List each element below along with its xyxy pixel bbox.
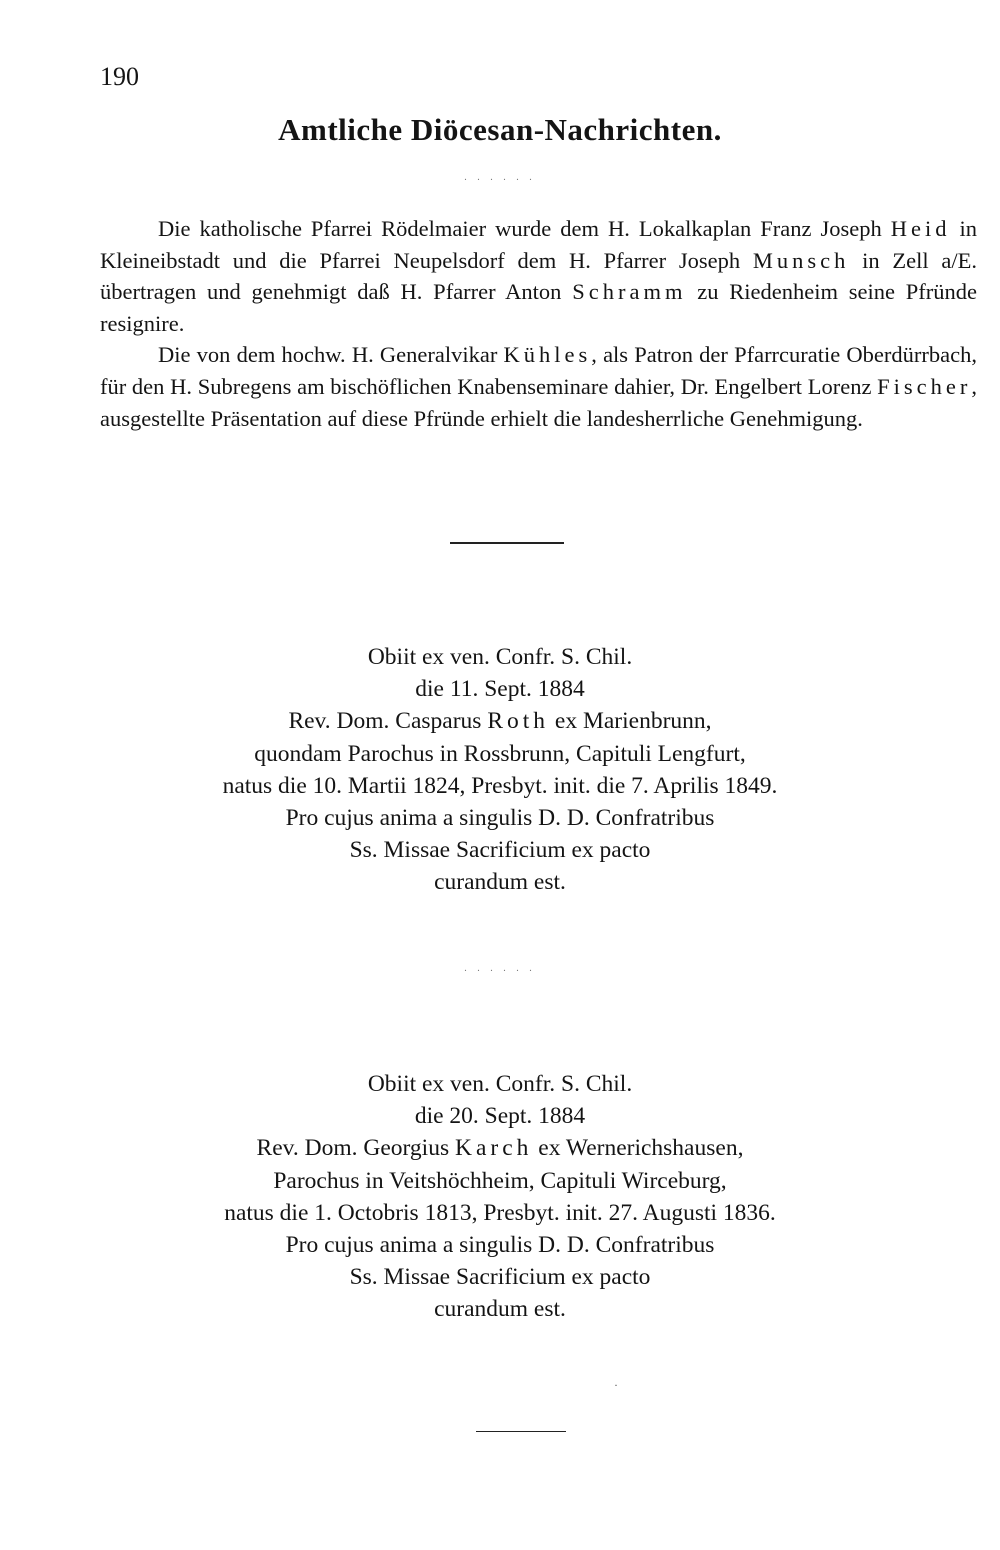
section-divider (450, 542, 564, 544)
obituary-line: curandum est. (434, 869, 566, 896)
spaced-name: Kühles (503, 342, 592, 368)
announcement-paragraph-1 (100, 213, 977, 339)
print-speck: · (614, 1378, 618, 1392)
text-segment: Die von dem hochw. H. Generalvikar (158, 342, 504, 368)
obituary-1 (0, 641, 1000, 899)
announcement-paragraph-2 (100, 339, 977, 434)
text-segment: , als Patron der Pfarrcuratie Oberdürrbach, für den H. Subregens am bischöflichen Knabenseminare dahier, Dr. Engelbert Lorenz (100, 342, 977, 399)
text-segment: Die katholische Pfarrei Rödelmaier wurde dem H. Lokalkaplan Franz Joseph (158, 216, 891, 241)
text-segment: , ausgestellte Präsentation auf diese Pfründe erhielt die landesherrliche Genehmigung. (100, 373, 977, 431)
announcements-section (100, 213, 977, 434)
spaced-name: Munsch (752, 247, 850, 273)
obituary-text: ex Marienbrunn, (549, 708, 712, 735)
obituary-line: quondam Parochus in Rossbrunn, Capituli Lengfurt, (254, 740, 746, 767)
obituary-line: Ss. Missae Sacrificium ex pacto (349, 837, 651, 864)
deceased-name: Karch (454, 1135, 533, 1162)
ornament-dots: . . . . . . (464, 963, 536, 974)
text-segment: in Kleineibstadt und die Pfarrei Neupelsdorf dem H. Pfarrer Joseph (100, 216, 977, 273)
obituary-line: natus die 1. Octobris 1813, Presbyt. init. 27. Augusti 1836. (224, 1199, 776, 1226)
obituary-line: Pro cujus anima a singulis D. D. Confratribus (285, 1232, 715, 1259)
obituary-line: Pro cujus anima a singulis D. D. Confratribus (285, 805, 715, 832)
spaced-name: Fischer (877, 373, 972, 399)
obituary-line: Obiit ex ven. Confr. S. Chil. (367, 1071, 633, 1097)
obituary-line: Parochus in Veitshöchheim, Capituli Wirceburg, (273, 1167, 727, 1194)
obituary-2 (0, 1068, 1000, 1326)
text-segment: zu Riedenheim seine Pfründe resignire. (100, 279, 977, 336)
ornament-dots: . . . . . . (464, 172, 536, 183)
obituary-line: Obiit ex ven. Confr. S. Chil. (367, 644, 633, 670)
spaced-name: Heid (890, 216, 951, 241)
spaced-name: Schramm (572, 279, 687, 305)
obituary-text: ex Wernerichshausen, (532, 1135, 744, 1162)
obituary-line: die 20. Sept. 1884 (414, 1103, 586, 1130)
obituary-line: curandum est. (434, 1296, 566, 1323)
obituary-line (0, 1132, 1000, 1164)
obituary-line: Ss. Missae Sacrificium ex pacto (349, 1264, 651, 1291)
text-segment: in Zell a/E. übertragen und genehmigt daß H. Pfarrer Anton (100, 247, 977, 305)
end-divider (476, 1431, 566, 1432)
obituary-line (0, 705, 1000, 737)
page-heading: Amtliche Diöcesan-Nachrichten. (278, 112, 722, 147)
obituary-text: Rev. Dom. Casparus (288, 708, 488, 735)
page-number: 190 (100, 62, 139, 91)
obituary-line: natus die 10. Martii 1824, Presbyt. init. die 7. Aprilis 1849. (222, 772, 778, 799)
deceased-name: Roth (487, 708, 550, 735)
obituary-line: die 11. Sept. 1884 (415, 676, 585, 703)
obituary-text: Rev. Dom. Georgius (256, 1135, 455, 1162)
